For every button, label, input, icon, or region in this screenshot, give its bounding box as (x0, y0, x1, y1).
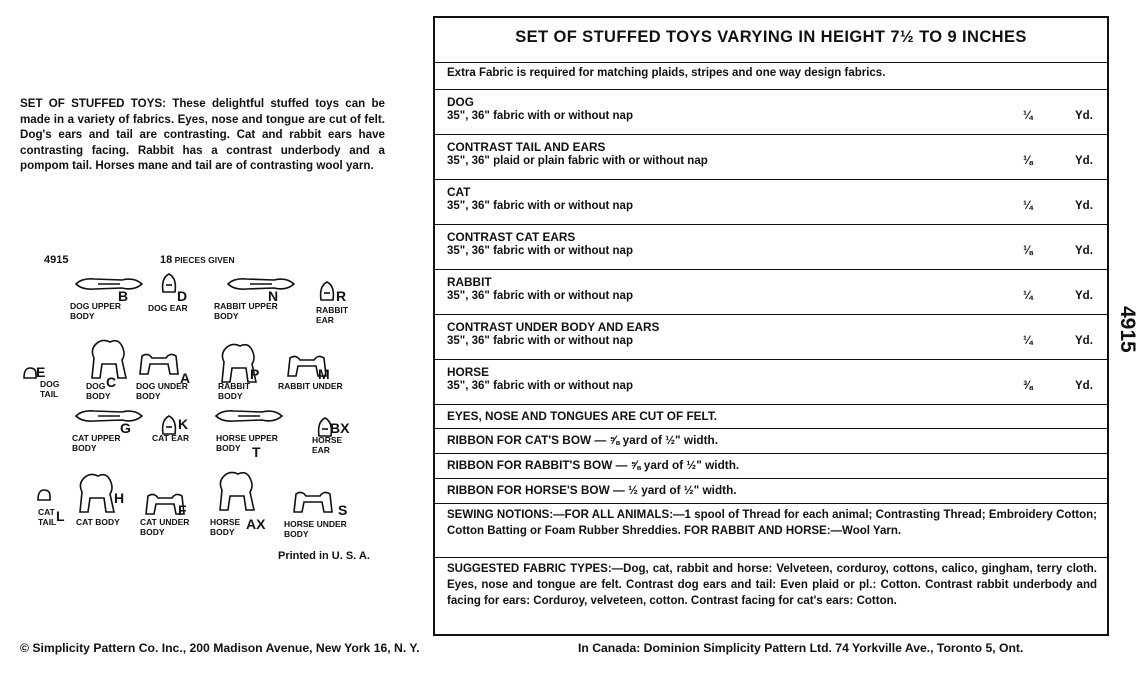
fabric-row (435, 134, 1107, 180)
ribbon-rabbit: RIBBON FOR RABBIT'S BOW — ⅝ yard of ½" width. (447, 458, 740, 472)
fabric-unit: Yd. (1075, 245, 1093, 257)
fabric-description: 35", 36" fabric with or without nap (447, 380, 633, 392)
piece-letter: BX (330, 420, 350, 436)
piece-letter: C (106, 374, 117, 390)
fabric-row (435, 89, 1107, 135)
felt-note: EYES, NOSE AND TONGUES ARE CUT OF FELT. (447, 409, 718, 423)
piece-label: DOG UPPER BODY (70, 301, 122, 321)
piece-label: CAT EAR (152, 433, 190, 443)
pieces-given (160, 254, 235, 266)
extra-fabric-note: Extra Fabric is required for matching plaids, stripes and one way design fabrics. (447, 67, 886, 79)
piece-letter: AX (246, 516, 266, 532)
footer-us-address: © Simplicity Pattern Co. Inc., 200 Madison Avenue, New York 16, N. Y. (20, 641, 420, 655)
long-body-piece (214, 408, 284, 424)
long-body-piece (74, 408, 144, 424)
piece-label: DOG EAR (148, 303, 188, 313)
ribbon-horse: RIBBON FOR HORSE'S BOW — ½ yard of ½" width. (447, 483, 737, 497)
notions-row (435, 503, 1107, 504)
piece-label: CAT BODY (76, 517, 120, 527)
fabric-name: RABBIT (447, 275, 492, 289)
fabric-description: 35", 36" fabric with or without nap (447, 110, 633, 122)
underbody-piece (292, 488, 334, 514)
fabric-amount: ¼ (1023, 335, 1033, 347)
fabric-unit: Yd. (1075, 200, 1093, 212)
fabric-name: HORSE (447, 365, 489, 379)
piece-label: HORSE UPPER BODY (216, 433, 278, 453)
piece-label: DOG BODY (86, 381, 111, 401)
fabric-unit: Yd. (1075, 335, 1093, 347)
fabric-description: 35", 36" fabric with or without nap (447, 245, 633, 257)
fabric-unit: Yd. (1075, 290, 1093, 302)
intro-heading: SET OF STUFFED TOYS: (20, 97, 166, 110)
fabric-row (435, 314, 1107, 360)
ear-piece (318, 280, 336, 302)
intro-paragraph (20, 96, 385, 174)
piece-letter: M (318, 366, 330, 382)
pieces-given-label: PIECES GIVEN (174, 255, 235, 265)
fabric-row (435, 179, 1107, 225)
piece-letter: K (178, 416, 189, 432)
piece-letter: P (250, 366, 260, 382)
ribbon-row-rabbit (435, 453, 1107, 476)
piece-letter: B (118, 288, 129, 304)
fabric-name: CONTRAST CAT EARS (447, 230, 576, 244)
fabric-description: 35", 36" fabric with or without nap (447, 290, 633, 302)
piece-letter: H (114, 490, 125, 506)
felt-note-row (435, 404, 1107, 427)
fabric-row (435, 269, 1107, 315)
fabric-amount: ¼ (1023, 290, 1033, 302)
tail-piece (36, 488, 52, 502)
piece-letter: F (178, 502, 187, 518)
chart-title: SET OF STUFFED TOYS VARYING IN HEIGHT 7½ TO 9 INCHES (515, 28, 1027, 46)
fabric-row (435, 359, 1107, 405)
ribbon-row-horse (435, 478, 1107, 501)
long-body-piece (226, 276, 296, 292)
underbody-piece (138, 350, 180, 376)
fabric-unit: Yd. (1075, 380, 1093, 392)
fabric-name: CAT (447, 185, 471, 199)
fabric-name: CONTRAST UNDER BODY AND EARS (447, 320, 660, 334)
piece-label: HORSE EAR (312, 435, 343, 455)
fabric-description: 35", 36" fabric with or without nap (447, 335, 633, 347)
piece-label: RABBIT BODY (218, 381, 251, 401)
piece-label: RABBIT UPPER BODY (214, 301, 278, 321)
piece-letter: G (120, 420, 131, 436)
piece-label: HORSE BODY (210, 517, 241, 537)
ear-piece (160, 272, 178, 294)
pattern-number: 4915 (44, 254, 69, 266)
animal-body-piece (214, 468, 260, 512)
piece-label: DOG TAIL (40, 379, 60, 399)
piece-label: CAT UPPER BODY (72, 433, 121, 453)
piece-label: HORSE UNDER BODY (284, 519, 347, 539)
piece-letter: A (180, 370, 191, 386)
fabric-description: 35", 36" fabric with or without nap (447, 200, 633, 212)
fabric-amount: ⅜ (1023, 380, 1033, 392)
fabric-description: 35", 36" plaid or plain fabric with or without nap (447, 155, 708, 167)
fabric-row (435, 224, 1107, 270)
ribbon-cat: RIBBON FOR CAT'S BOW — ⅝ yard of ½" width. (447, 433, 718, 447)
fabric-unit: Yd. (1075, 110, 1093, 122)
fabric-name: CONTRAST TAIL AND EARS (447, 140, 606, 154)
piece-letter: N (268, 288, 279, 304)
piece-letter: T (252, 444, 261, 460)
sewing-notions: SEWING NOTIONS:—FOR ALL ANIMALS:—1 spool of Thread for each animal; Contrasting Thread; Embroidery Cotton; Cotton Batting or Foam Rubber Shreddies. FOR RABBIT AND HORSE:—Wool Yarn. (447, 509, 1097, 537)
piece-label: RABBIT UNDER (278, 381, 343, 391)
yardage-chart (433, 16, 1109, 636)
printed-in: Printed in U. S. A. (278, 550, 370, 562)
fabric-name: DOG (447, 95, 474, 109)
pieces-given-count: 18 (160, 254, 173, 266)
piece-label: RABBIT EAR (316, 305, 349, 325)
piece-label: CAT UNDER BODY (140, 517, 190, 537)
fabric-types-row (435, 557, 1107, 558)
fabric-amount: ¼ (1023, 200, 1033, 212)
intro-text: These delightful stuffed toys can be made in a variety of fabrics. Eyes, nose and tongue are cut of felt. Dog's ears and tail are contrasting. Cat and rabbit ears have contrasting facing. Rabbit has a contrast underbody and a pompom tail. Horses mane and tail are of contrasting wool yarn. (20, 97, 385, 172)
pattern-pieces-diagram (20, 246, 400, 576)
fabric-amount: ¼ (1023, 110, 1033, 122)
fabric-unit: Yd. (1075, 155, 1093, 167)
piece-letter: E (36, 364, 46, 380)
footer-canada-address: In Canada: Dominion Simplicity Pattern Ltd. 74 Yorkville Ave., Toronto 5, Ont. (578, 641, 1024, 655)
fabric-amount: ⅛ (1023, 245, 1033, 257)
ribbon-row-cat (435, 428, 1107, 451)
piece-letter: D (177, 288, 188, 304)
fabric-amount: ⅛ (1023, 155, 1033, 167)
side-pattern-number: 4915 (1116, 306, 1139, 353)
piece-label: CAT TAIL (38, 507, 57, 527)
piece-letter: S (338, 502, 348, 518)
suggested-fabric-types: SUGGESTED FABRIC TYPES:—Dog, cat, rabbit and horse: Velveteen, corduroy, cottons, calico, gingham, terry cloth. Eyes, nose and tongue are felt. Contrast dog ears and tail: Even plaid or pl.: Cotton. Contrast rabbit underbody and facing for ears: Corduroy, velveteen, cotton. Contrast facing for cat's ears: Cotton. (447, 563, 1097, 607)
piece-label: DOG UNDER BODY (136, 381, 188, 401)
piece-letter: R (336, 288, 347, 304)
long-body-piece (74, 276, 144, 292)
piece-letter: L (56, 508, 65, 524)
